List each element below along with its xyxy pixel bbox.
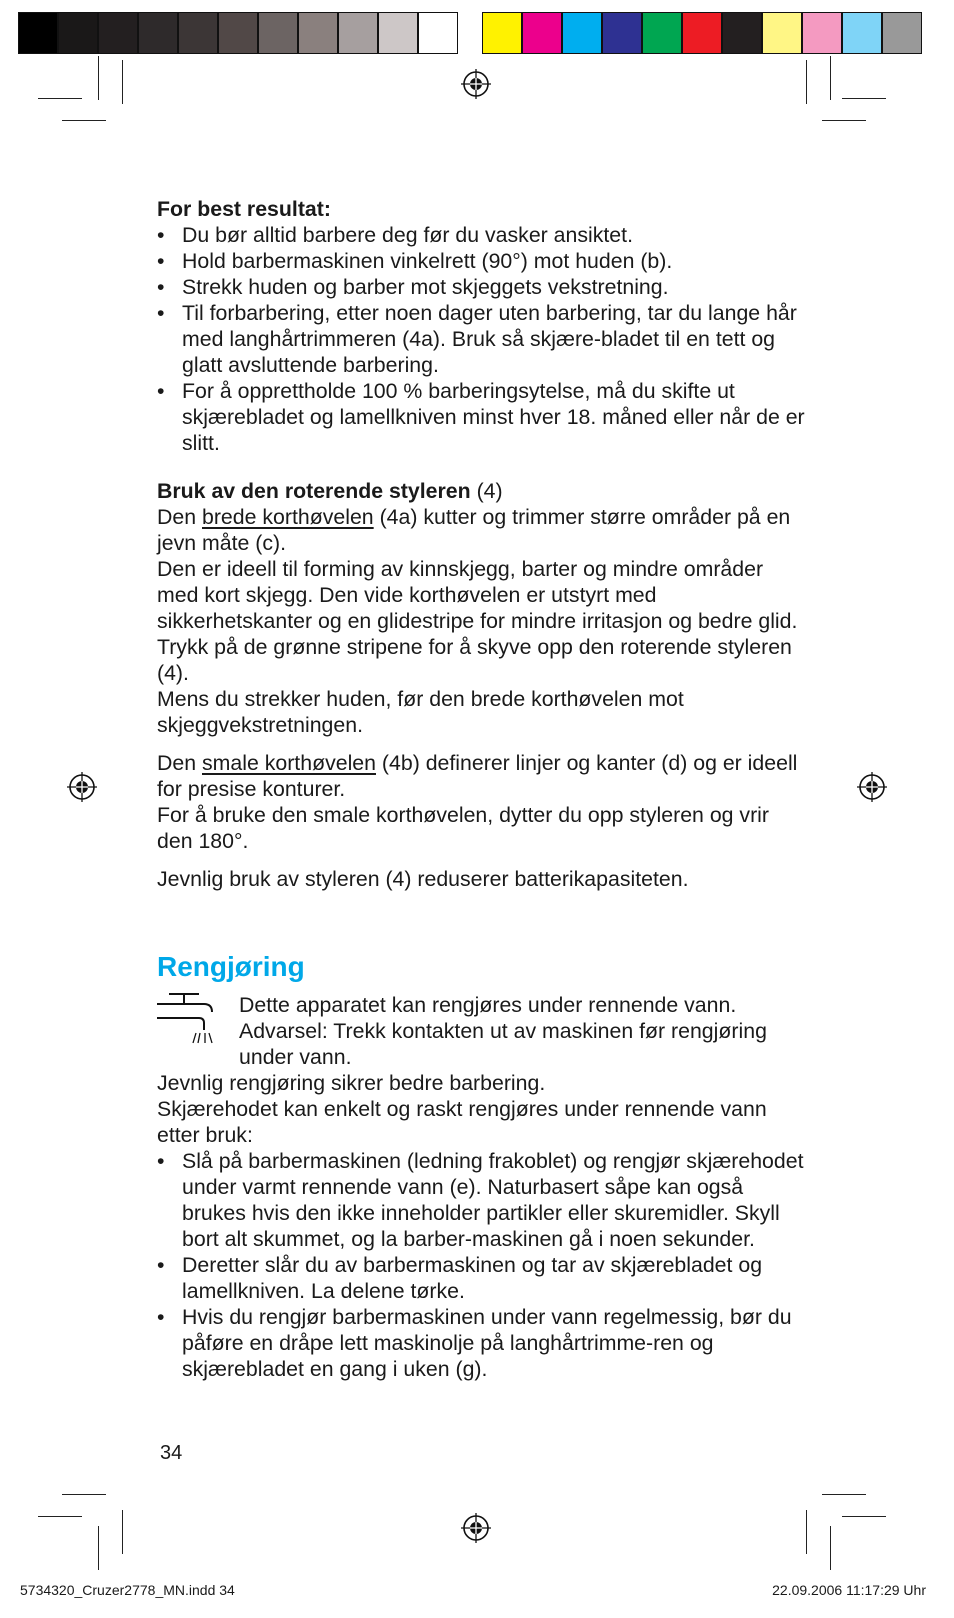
styler-heading: Bruk av den roterende styleren (4)	[157, 479, 503, 503]
list-item: • Hold barbermaskinen vinkelrett (90°) mot huden (b).	[157, 248, 807, 274]
list-item: • For å opprettholde 100 % barberingsytelse, må du skifte ut skjærebladet og lamellkniven minst hver 18. måned eller når de er slitt.	[157, 378, 807, 456]
gray-swatch	[378, 12, 418, 54]
list-item: • Til forbarbering, etter noen dager uten barbering, tar du lange hår med langhårtrimmeren (4a). Bruk så skjære-bladet til en tett og glatt avsluttende barbering.	[157, 300, 807, 378]
color-swatch	[722, 12, 762, 54]
list-item: • Deretter slår du av barbermaskinen og tar av skjærebladet og lamellkniven. La delene tørke.	[157, 1252, 807, 1304]
styler-paragraph: Jevnlig bruk av styleren (4) reduserer batterikapasiteten.	[157, 867, 689, 891]
gray-swatch	[298, 12, 338, 54]
color-swatch	[762, 12, 802, 54]
gray-swatch	[58, 12, 98, 54]
cleaning-paragraph: Skjærehodet kan enkelt og raskt rengjøres under rennende vann etter bruk:	[157, 1097, 767, 1147]
gray-swatch	[138, 12, 178, 54]
registration-mark-icon	[461, 69, 491, 99]
color-swatch	[482, 12, 522, 54]
best-results-heading: For best resultat:	[157, 197, 331, 221]
tap-notice	[157, 992, 807, 1070]
cleaning-paragraph: Jevnlig rengjøring sikrer bedre barbering.	[157, 1071, 546, 1095]
wide-trimmer-term: brede korthøvelen	[202, 505, 374, 529]
color-swatch	[682, 12, 722, 54]
list-item: • Slå på barbermaskinen (ledning frakoblet) og rengjør skjærehodet under varmt rennende vann (e). Naturbasert såpe kan også brukes hvis den ikke inneholder partikler eller skuremidler. Skyll bort alt skummet, og la barber-maskinen gå i noen sekunder.	[157, 1148, 807, 1252]
page-content	[157, 196, 807, 1382]
list-item: • Strekk huden og barber mot skjeggets vekstretning.	[157, 274, 807, 300]
best-results-list	[157, 222, 807, 456]
process-color-bar	[482, 12, 922, 54]
gray-swatch	[418, 12, 458, 54]
styler-paragraph: Den smale korthøvelen (4b) definerer linjer og kanter (d) og er ideell for presise konturer.	[157, 751, 798, 801]
list-item: • Hvis du rengjør barbermaskinen under vann regelmessig, bør du påføre en dråpe lett maskinolje på langhårtrimme-ren og skjærebladet en gang i uken (g).	[157, 1304, 807, 1382]
registration-mark-icon	[67, 772, 97, 802]
gray-swatch	[338, 12, 378, 54]
styler-paragraph: For å bruke den smale korthøvelen, dytter du opp styleren og vrir den 180°.	[157, 803, 769, 853]
gray-swatch	[18, 12, 58, 54]
color-swatch	[882, 12, 922, 54]
grayscale-color-bar	[18, 12, 458, 54]
cleaning-list	[157, 1148, 807, 1382]
registration-mark-icon	[461, 1513, 491, 1543]
gray-swatch	[178, 12, 218, 54]
color-swatch	[642, 12, 682, 54]
tap-notice-text: Dette apparatet kan rengjøres under rennende vann. Advarsel: Trekk kontakten ut av maskinen før rengjøring under vann.	[239, 993, 767, 1069]
styler-paragraph: Den er ideell til forming av kinnskjegg, barter og mindre områder med kort skjegg. Den vide korthøvelen er utstyrt med sikkerhetskanter og en glidestripe for mindre irritasjon og bedre glid. Trykk på de grønne stripene for å skyve opp den roterende styleren (4).	[157, 557, 798, 685]
gray-swatch	[98, 12, 138, 54]
color-swatch	[562, 12, 602, 54]
styler-paragraph: Mens du strekker huden, før den brede korthøvelen mot skjeggvekstretningen.	[157, 687, 684, 737]
gray-swatch	[258, 12, 298, 54]
styler-paragraph: Den brede korthøvelen (4a) kutter og trimmer større områder på en jevn måte (c).	[157, 505, 791, 555]
page-number: 34	[160, 1442, 183, 1464]
color-swatch	[802, 12, 842, 54]
tap-water-icon	[155, 992, 225, 1054]
slug-file-info: 5734320_Cruzer2778_MN.indd 34	[20, 1582, 235, 1598]
slug-date-info: 22.09.2006 11:17:29 Uhr	[772, 1582, 926, 1598]
color-swatch	[602, 12, 642, 54]
section-title: Rengjøring	[157, 951, 305, 982]
narrow-trimmer-term: smale korthøvelen	[202, 751, 376, 775]
color-swatch	[522, 12, 562, 54]
list-item: • Du bør alltid barbere deg før du vasker ansiktet.	[157, 222, 807, 248]
registration-mark-icon	[857, 772, 887, 802]
gray-swatch	[218, 12, 258, 54]
color-swatch	[842, 12, 882, 54]
